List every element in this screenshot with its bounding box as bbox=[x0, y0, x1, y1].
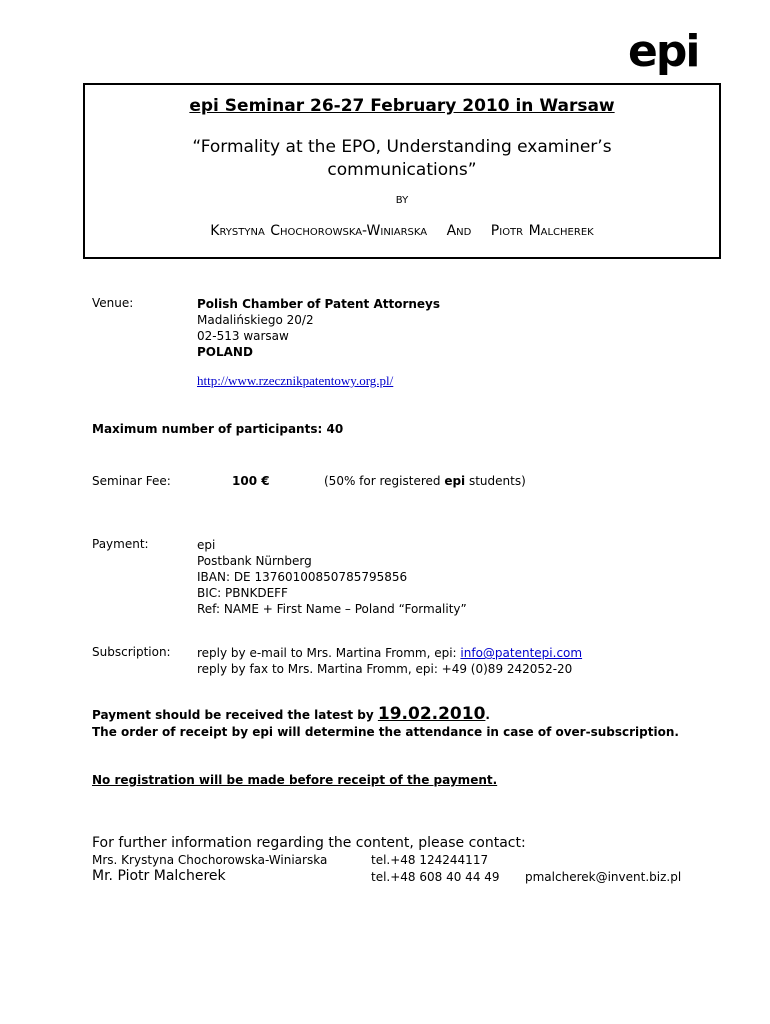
contact-phone-1: tel.+48 124244117 bbox=[371, 853, 489, 867]
deadline-line-2: The order of receipt by epi will determine the attendance in case of over-subscription. bbox=[92, 725, 679, 739]
payment-line: Postbank Nürnberg bbox=[197, 554, 312, 568]
fee-note bbox=[324, 474, 526, 488]
contact-email-2: pmalcherek@invent.biz.pl bbox=[525, 870, 682, 884]
venue-address bbox=[197, 296, 440, 360]
fee-amount: 100 € bbox=[232, 474, 270, 488]
venue-city: 02-513 warsaw bbox=[197, 329, 289, 343]
payment-label: Payment: bbox=[92, 537, 149, 551]
epi-logo: epi bbox=[628, 26, 699, 77]
venue-country: POLAND bbox=[197, 345, 253, 359]
venue-label: Venue: bbox=[92, 296, 134, 310]
contact-heading: For further information regarding the content, please contact: bbox=[92, 835, 526, 851]
deadline-suffix: . bbox=[485, 708, 490, 722]
payment-details bbox=[197, 537, 467, 617]
payment-deadline bbox=[92, 706, 679, 741]
payment-line: epi bbox=[197, 538, 216, 552]
no-registration-note: No registration will be made before receipt of the payment. bbox=[92, 773, 498, 787]
subscription-details bbox=[197, 645, 582, 677]
subtitle-line-2: communications” bbox=[327, 160, 477, 180]
payment-line: IBAN: DE 13760100850785795856 bbox=[197, 570, 408, 584]
subscription-email-link[interactable]: info@patentepi.com bbox=[460, 646, 583, 660]
subscription-email-line bbox=[197, 645, 582, 661]
subtitle-line-1: “Formality at the EPO, Understanding examiner’s bbox=[192, 137, 612, 157]
fee-label: Seminar Fee: bbox=[92, 474, 171, 488]
seminar-subtitle bbox=[83, 136, 721, 182]
authors-line bbox=[83, 223, 721, 239]
venue-website-link[interactable]: http://www.rzecznikpatentowy.org.pl/ bbox=[197, 373, 394, 388]
payment-line: BIC: PBNKDEFF bbox=[197, 586, 288, 600]
deadline-prefix: Payment should be received the latest by bbox=[92, 708, 378, 722]
seminar-title: epi Seminar 26-27 February 2010 in Warsaw bbox=[189, 96, 615, 116]
subscription-fax-line: reply by fax to Mrs. Martina Fromm, epi: +49 (0)89 242052-20 bbox=[197, 662, 573, 676]
fee-note-epi: epi bbox=[444, 474, 466, 488]
by-label: BY bbox=[395, 195, 409, 206]
subscription-label: Subscription: bbox=[92, 645, 171, 659]
participants-line bbox=[92, 422, 343, 436]
deadline-line-1 bbox=[92, 706, 679, 724]
fee-note-suffix: students) bbox=[465, 474, 526, 488]
venue-street: Madalińskiego 20/2 bbox=[197, 313, 314, 327]
venue-name: Polish Chamber of Patent Attorneys bbox=[197, 297, 441, 311]
fee-note-prefix: (50% for registered bbox=[324, 474, 445, 488]
deadline-date: 19.02.2010 bbox=[377, 704, 486, 724]
contact-phone-2: tel.+48 608 40 44 49 bbox=[371, 870, 500, 884]
and-label: And bbox=[446, 223, 472, 239]
author-2: Piotr Malcherek bbox=[490, 223, 594, 239]
contact-person-1: Mrs. Krystyna Chochorowska-Winiarska bbox=[92, 853, 328, 867]
participants-label: Maximum number of participants: bbox=[92, 422, 323, 436]
subscription-email-prefix: reply by e-mail to Mrs. Martina Fromm, epi: bbox=[197, 646, 461, 660]
contact-person-2: Mr. Piotr Malcherek bbox=[92, 868, 226, 884]
participants-value: 40 bbox=[326, 422, 344, 436]
payment-line: Ref: NAME + First Name – Poland “Formality” bbox=[197, 602, 467, 616]
author-1: Krystyna Chochorowska-Winiarska bbox=[210, 223, 428, 239]
